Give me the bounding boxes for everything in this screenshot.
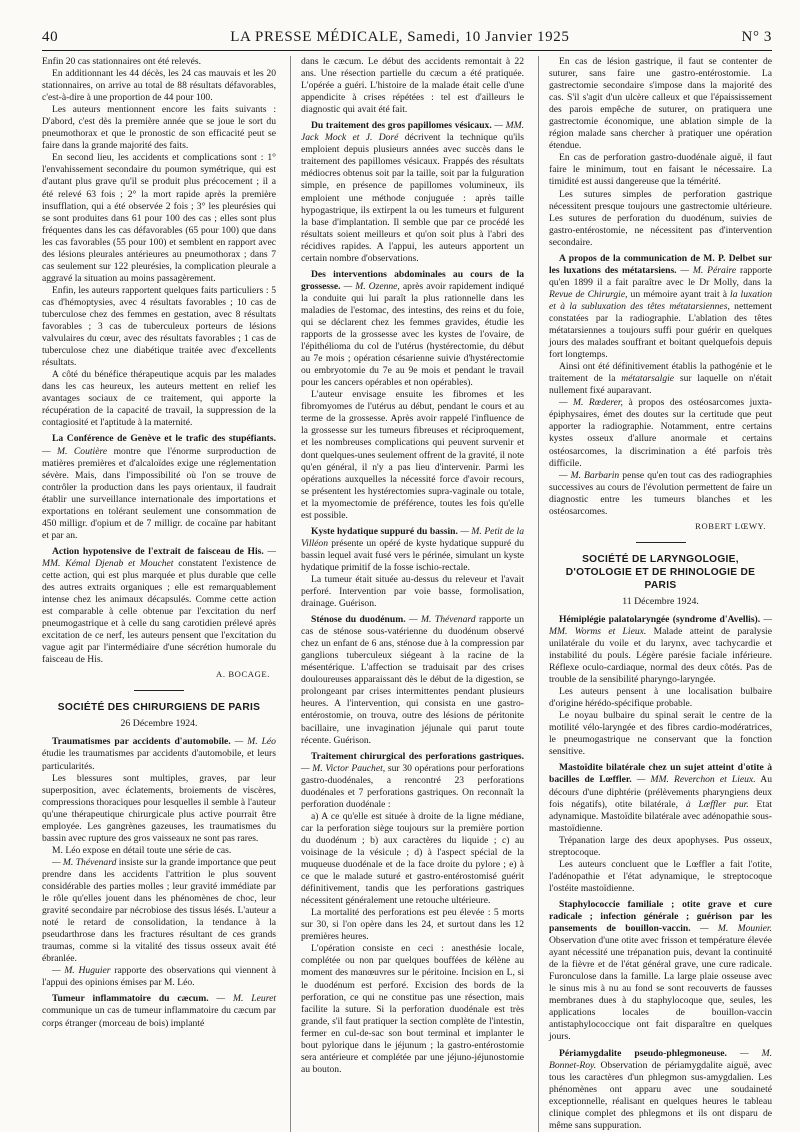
paragraph: Les blessures sont multiples, graves, par leur superposition, avec éclatements, broiements de viscères, compressions thoraciques pour lesquelles il semble à l'auteur qu'une thérapeutique chirurgicale plus active pourrait être employée. Les gangrènes gazeuses, les traumatismes du bassin avec rupture des gros vaisseaux ne sont pas rares. (42, 772, 276, 844)
paragraph: En additionnant les 44 décès, les 24 cas mauvais et les 20 stationnaires, on arrive au total de 88 résultats défavorables, c'est-à-dire à une proportion de 44 pour 100. (42, 68, 276, 104)
paragraph (549, 361, 772, 397)
report-text: Ainsi ont été définitivement établis la pathogénie et le traitement de la (549, 361, 772, 385)
report-text: , un mémoire ayant trait à (625, 288, 731, 300)
paragraph: Le noyau bulbaire du spinal serait le centre de la motilité vélo-laryngée et des fibres cardio-modératrices, le pneumogastrique ne conservant que la fonction sensitive. (549, 710, 772, 758)
paragraph: En second lieu, les accidents et complications sont : 1° l'envahissement secondaire du poumon symétrique, qui est d'autant plus grave qu'il se produit plus précocement ; il a été relevé 63 fois ; 2° la mort rapide après la première insufflation, qui a été observée 2 fois ; 3° les pleurésies qui se sont produites dans 61 pour 100 des cas ; elles sont plus fréquentes dans les cas défavorables (65 pour 100) que dans les cas favorables (55 pour 100) et semblent en rapport avec des lésions pleurales antérieures au pneumothorax ; dans 7 cas seulement sur 122 pleurésies, la complication pleurale a aggravé la situation au moins passagèrement. (42, 152, 276, 284)
paragraph: La tumeur était située au-dessus du releveur et l'avait perforé. Intervention par voie basse, formolisation, drainage. Guérison. (301, 573, 524, 610)
section-date: 26 Décembre 1924. (120, 718, 198, 730)
report-title: Action hypotensive de l'extrait de faisceau de His. (52, 545, 264, 557)
report-text: après avoir rapidement indiqué la conduite qui lui paraît la plus rationnelle dans les maladies de l'estomac, des intestins, des reins et du foie, qui se déclarent chez les femmes gravides, étudie les rapports de la grossesse avec les kystes de l'ovaire, de l'épithélioma du col de l'utérus (hystérectomie, du début au 7e mois ; opération césarienne suivie d'hystérectomie ou embryotomie du 7e au 9e mois et pendant le travail pour les cancers opérables et non opérables). (301, 280, 524, 389)
report-author: — M. Victor Pauchet, (301, 762, 386, 774)
report-item (301, 269, 524, 389)
report-author: — M. Huguier (52, 965, 111, 977)
report-title: Sténose du duodénum. (311, 614, 406, 626)
report-author: — MM. Reverchon et Lieux. (631, 774, 756, 786)
paragraph: Les auteurs mentionnent encore les faits suivants : D'abord, c'est dès la première année que se joue le sort du pneumothorax et que le pronostic de son efficacité peut se faire dans la grande majorité des faits. (42, 104, 276, 152)
divider (134, 690, 184, 691)
report-item (301, 120, 524, 265)
report-item (42, 736, 276, 772)
report-item (42, 546, 276, 666)
divider (636, 542, 686, 543)
report-text: Malade atteint de paralysie unilatérale du voile et du larynx, avec tachycardie et instabilité du pouls. Légère parésie faciale inférieure. Réflexe oculo-cardiaque, normal des deux côtés. Pas de trouble de la sensibilité pharyngo-laryngée. (549, 625, 772, 686)
report-title: La Conférence de Genève et le trafic des stupéfiants. (52, 433, 276, 445)
report-author: — M. Léo (230, 736, 276, 748)
report-item (42, 993, 276, 1029)
paragraph: Les sutures simples de perforation gastrique nécessitent presque toujours une gastrectomie ultérieure. Les sutures de perforation du duodénum, suivies de gastro-entérostomie, ne nécessitent pas d'intervention secondaire. (549, 188, 772, 248)
paragraph: Enfin 20 cas stationnaires ont été relevés. (42, 56, 202, 67)
report-topic: la luxation et à la subluxation des têtes métatarsiennes (549, 288, 772, 312)
report-author: — M. Thévenard (405, 614, 476, 626)
paragraph (549, 397, 772, 469)
report-text: décrivent la technique qu'ils emploient depuis plusieurs années avec succès dans le traitement des papillomes vésicaux. Frappés des résultats médiocres obtenus soit par la taille, soit par la fulguration simple, en présence de papillomes volumineux, ils emploient une méthode conjuguée : après taille hypogastrique, ils extirpent la ou les tumeurs et fulgurent la base d'implantation. Il semble que par ce procédé les résultats soient meilleurs et qu'on soit plus à l'abri des récidives rapides. A l'appui, les auteurs apportent un certain nombre d'observations. (301, 132, 524, 264)
paragraph: Les auteurs pensent à une localisation bulbaire d'origine hérédo-spécifique probable. (549, 686, 772, 710)
paragraph: L'opération consiste en ceci : anesthésie locale, complétée ou non par quelques bouffées de kélène au moment des manœuvres sur le péritoine. Incision en L, si le duodénum est perforé. Excision des bords de la perforation, ce qui ne constitue pas une résection, mais facilite la suture. Si la perforation duodénale est très grande, s'il faut pratiquer la section complète de l'intestin, fermer en cul-de-sac son bout terminal et implanter le bout pylorique dans le jéjunum ; la gastro-entérostomie sera antérieure et complétée par une jéjuno-jéjunostomie au bouton. (301, 943, 524, 1075)
report-text: Observation d'une otite avec frisson et température élevée ayant nécessité une trépanation puis, devant la continuité de la fièvre et de l'état général grave, une cure radicale. Furonculose dans la famille. La large plaie osseuse avec le sinus mis à nu au fond se sont recouverts de fausses membranes dues à du staphylocoque que, seules, les applications locales de bouillon-vaccin antistaphylococcique ont fait disparaître en quelques jours. (549, 935, 772, 1043)
running-title: LA PRESSE MÉDICALE, Samedi, 10 Janvier 1925 (230, 29, 570, 45)
report-author: — M. Barbarin (559, 469, 620, 481)
section-title: SOCIÉTÉ DES CHIRURGIENS DE PARIS (57, 702, 261, 714)
report-item (549, 899, 772, 1044)
paragraph: Enfin, les auteurs rapportent quelques faits particuliers : 5 cas d'hémoptysies, avec 4 résultats favorables ; 10 cas de tuberculose chez des femmes en gestation, avec 8 résultats favorables ; 3 cas de tuberculeux porteurs de lésions valvulaires du cœur, avec des résultats favorables ; 1 cas de tuberculose chez une diabétique traitée avec d'excellents résultats. (42, 284, 276, 369)
report-text: présente un opéré de kyste hydatique suppuré du bassin lequel avait fusé vers le périnée, simulant un kyste hydatique primitif de la fosse ischio-rectale. (301, 537, 524, 573)
report-author: — M. Ozenne, (340, 280, 400, 292)
paragraph: La mortalité des perforations est peu élevée : 5 morts sur 30, si l'on opère dans les 24, et surtout dans les 12 premières heures. (301, 907, 524, 943)
page-header (42, 24, 772, 51)
report-title: Tumeur inflammatoire du cæcum. (52, 993, 209, 1005)
report-title: Des interventions abdominales au cours de la grossesse. (301, 268, 524, 292)
paragraph: Les auteurs concluent que le Lœffler a fait l'otite, l'adénopathie et l'état adynamique, le streptocoque l'ostéite mastoïdienne. (549, 858, 772, 894)
signature: A. BOCAGE. (216, 669, 270, 680)
paragraph (42, 857, 276, 965)
report-author: — M. Péraire (676, 264, 737, 276)
report-text: , nettement constatées par la radiographie. L'ablation des têtes métatarsiennes a toujours suffi pour guérir en quelques jours des malades souffrant et boitant quelquefois depuis fort longtemps. (549, 300, 772, 361)
report-author: — MM. Kémal Djenab et Mouchet (42, 545, 276, 569)
section-title: SOCIÉTÉ DE LARYNGOLOGIE, D'OTOLOGIE ET DE RHINOLOGIE DE PARIS (565, 553, 756, 591)
report-text: communique un cas de tumeur inflammatoire du cæcum par corps étranger (morceau de bois) implanté (42, 1005, 276, 1029)
term: métatarsalgie (621, 373, 675, 385)
report-item (549, 762, 772, 834)
paragraph: A côté du bénéfice thérapeutique acquis par les malades dans les cas heureux, les auteurs mettent en relief les avantages sociaux de ce traitement, qui apporte la récupération de la capacité de travail, la suppression de la contagiosité et l'aptitude à la maternité. (42, 369, 276, 429)
report-title: Mastoïdite bilatérale chez un sujet atteint d'otite à bacilles de Lœffler. (549, 762, 772, 786)
report-author: — M. Thévenard (52, 856, 117, 868)
report-text: sur 30 opérations pour perforations gastro-duodénales, a rencontré 23 perforations duodénales et 7 perforations gastriques. On reconnaît la perforation duodénale : (301, 762, 525, 810)
report-text: Au décours d'une diphtérie (prélèvements pharyngiens deux fois négatifs), otite bilatérale, (549, 774, 772, 810)
report-title: Traumatismes par accidents d'automobile. (52, 736, 231, 748)
report-author: — M. Coutière (42, 445, 108, 457)
report-text: Etat adynamique. Mastoïdite bilatérale avec adénopathie sous-mastoïdienne. (549, 798, 772, 834)
report-text: insiste sur la grande importance que peut prendre dans les accidents l'attrition le plus souvent considérable des parties molles ; leur gravité immédiate par le rôle qu'elles jouent dans les phénomènes de choc, leur gravité secondaire par nécrobiose des tissus lésés. L'auteur a noté le retard de consolidation, la tendance à la pseudarthrose dans les fractures résultant de ces grands traumas, comme si la vitalité des tissus osseux avait été ébranlée. (42, 856, 276, 965)
report-text: rapporte des observations qui viennent à l'appui des opinions émises par M. Léo. (42, 965, 277, 989)
report-text: constatent l'existence de cette action, qui est plus marquée et plus durable que celle des autres extraits organiques ; elle est remarquablement intense chez les animaux décapsulés. Comme cette action est comparable à celle obtenue par l'excitation du nerf pneumogastrique et à celle du sang carotidien prélevé après excitation de ce nerf, les auteurs pensent que l'excitation du vague agit par l'intermédiaire d'une sécrétion humorale du faisceau de His. (42, 557, 276, 666)
report-item (549, 614, 772, 686)
page-number: 40 (42, 29, 59, 45)
paragraph: L'auteur envisage ensuite les fibromes et les fibromyomes de l'utérus au début, pendant le cours et au terme de la grossesse. Après avoir rappelé l'influence de la grossesse sur les tumeurs fibreuses et réciproquement, et les nombreuses complications qui peuvent survenir et dont quelques-unes seulement offrent de la gravité, il note qu'en général, il n'y a pas lieu d'intervenir. Parmi les opérations auxquelles la nécessité force d'avoir recours, se présentent les hystérectomies supra-vaginale ou totale, et la myomectomie de préférence, toutes les fois qu'elle est possible. (301, 389, 524, 521)
report-title: Du traitement des gros papillomes vésicaux. (311, 120, 492, 132)
report-item (301, 751, 524, 811)
report-item (549, 253, 772, 361)
report-author: — M. Petit de la Villéon (301, 525, 524, 549)
report-text: sur laquelle on n'était nullement fixé auparavant. (549, 373, 772, 397)
report-author: — M. Mounier. (690, 923, 772, 935)
report-title: Kyste hydatique suppuré du bassin. (311, 525, 458, 537)
report-title: Périamygdalite pseudo-phlegmoneuse. (559, 1047, 727, 1059)
report-author: — M. Leuret (208, 993, 276, 1005)
paragraph: M. Léo expose en détail toute une série de cas. (52, 844, 232, 856)
report-item (301, 614, 524, 747)
report-title: Staphylococcie familiale ; otite grave et cure radicale ; infection générale ; guérison par les pansements de bouillon-vaccin. (549, 898, 772, 935)
paragraph: dans le cæcum. Le début des accidents remontait à 22 ans. Une résection partielle du cæcum a été pratiquée. L'opérée a guéri. L'histoire de la malade était celle d'une appendicite à crises répétées : tel est d'ailleurs le diagnostic qui avait été fait. (301, 56, 524, 116)
text-columns (42, 56, 773, 1131)
report-author: — M. Bonnet-Roy. (549, 1047, 773, 1071)
report-text: à propos des ostéosarcomes juxta-épiphysaires, émet des doutes sur la certitude que peut apporter la radiographie. Notamment, entre certains kystes osseux d'allure anormale et certains ostéosarcomes, la discrimination a été parfois très difficile. (549, 397, 772, 469)
report-title: Traitement chirurgical des perforations gastriques. (311, 750, 524, 762)
report-text: rapporte un cas de sténose sous-vatérienne du duodénum observé chez un enfant de 6 ans, sténose due à la compression par ganglions tuberculeux siégeant à la racine de la mésentérique. L'affection se traduisait par des crises douloureuses apparaissant dès le début de la digestion, se prolongeant par crises intermittentes pendant plusieurs heures. A l'intervention, qui consista en une gastro-entérostomie, on trouva, outre des lésions de péritonite bacillaire, une invagination jéjunale qui parut toute récente. Guérison. (301, 614, 524, 746)
section-date: 11 Décembre 1924. (622, 595, 699, 607)
column-1 (42, 56, 276, 1132)
paragraph (42, 965, 276, 989)
paragraph: a) A ce qu'elle est située à droite de la ligne médiane, car la perforation siège toujours sur la première portion du duodénum ; b) aux caractères du liquide ; c) au voisinage de la vésicule ; d) à l'aspect spécial de la muqueuse duodénale et de la face droite du pylore ; e) à ce que le malade suturé et gastro-entérostomisé guérit définitivement, tandis que les perforations gastriques nécessitent généralement une retouche ultérieure. (301, 810, 524, 907)
issue-number: N° 3 (741, 29, 772, 45)
paragraph: En cas de perforation gastro-duodénale aiguë, il faut faire le minimum, tout en faisant le nécessaire. La timidité est aussi dangereuse que la témérité. (549, 152, 772, 188)
report-title: Hémiplégie palatolaryngée (syndrome d'Avellis). (559, 613, 761, 625)
report-text: montre que l'énorme surproduction de matières premières et d'alcaloïdes exige une réglementation sévère. Mais, dans l'impossibilité où l'on se trouve de contrôler la production dans les pays orientaux, il faudrait établir une surveillance internationale des importations et exportations en tolérant seulement une consommation de 450 milligr. d'opium et de 7 milligr. de cocaïne par habitant et par an. (42, 445, 276, 541)
report-text: Observation de périamygdalite aiguë, avec tous les caractères d'un phlegmon sus-amygdalien. Les phénomènes ont apparu avec une soudaineté exceptionnelle, réalisant en quelques heures le tableau clinique complet des phlegmons et ils ont disparu de même sans suppuration. (549, 1059, 772, 1131)
column-2 (290, 56, 524, 1132)
report-author: — MM. Worms et Lieux. (549, 613, 772, 637)
report-text: pense qu'en tout cas des radiographies successives au cours de l'évolution permettent de faire un diagnostic entre les tumeurs blanches et les ostéosarcomes. (549, 469, 772, 517)
report-item (549, 1048, 772, 1132)
report-author: — MM. Jack Mock et J. Doré (301, 120, 524, 144)
paragraph: Trépanation large des deux apophyses. Pus osseux, streptocoque. (549, 834, 772, 858)
report-text: étudie les traumatismes par accidents d'automobile, et leurs particularités. (42, 748, 276, 772)
signature: ROBERT LŒWY. (695, 520, 766, 531)
report-item (301, 526, 524, 574)
term: à Lœffler pur. (685, 798, 749, 810)
report-author: — M. Rœderer, (559, 397, 623, 409)
column-3 (538, 56, 772, 1132)
journal-title: Revue de Chirurgie (549, 288, 626, 300)
paragraph (549, 470, 772, 518)
paragraph: En cas de lésion gastrique, il faut se contenter de suturer, sans faire une gastro-entérostomie. La gastrectomie secondaire s'impose dans la majorité des cas. S'il s'agit d'un ulcère calleux et que l'épaississement des parois empêche de suturer, on pratiquera une gastrectomie économique, une ablation simple de la région malade sans chercher à pratiquer une opération étendue. (549, 56, 772, 152)
report-title: A propos de la communication de M. P. Delbet sur les luxations des métatarsiens. (549, 252, 772, 276)
report-text: rapporte qu'en 1899 il a fait paraître avec le Dr Molly, dans la (549, 264, 772, 288)
report-item (42, 433, 276, 541)
